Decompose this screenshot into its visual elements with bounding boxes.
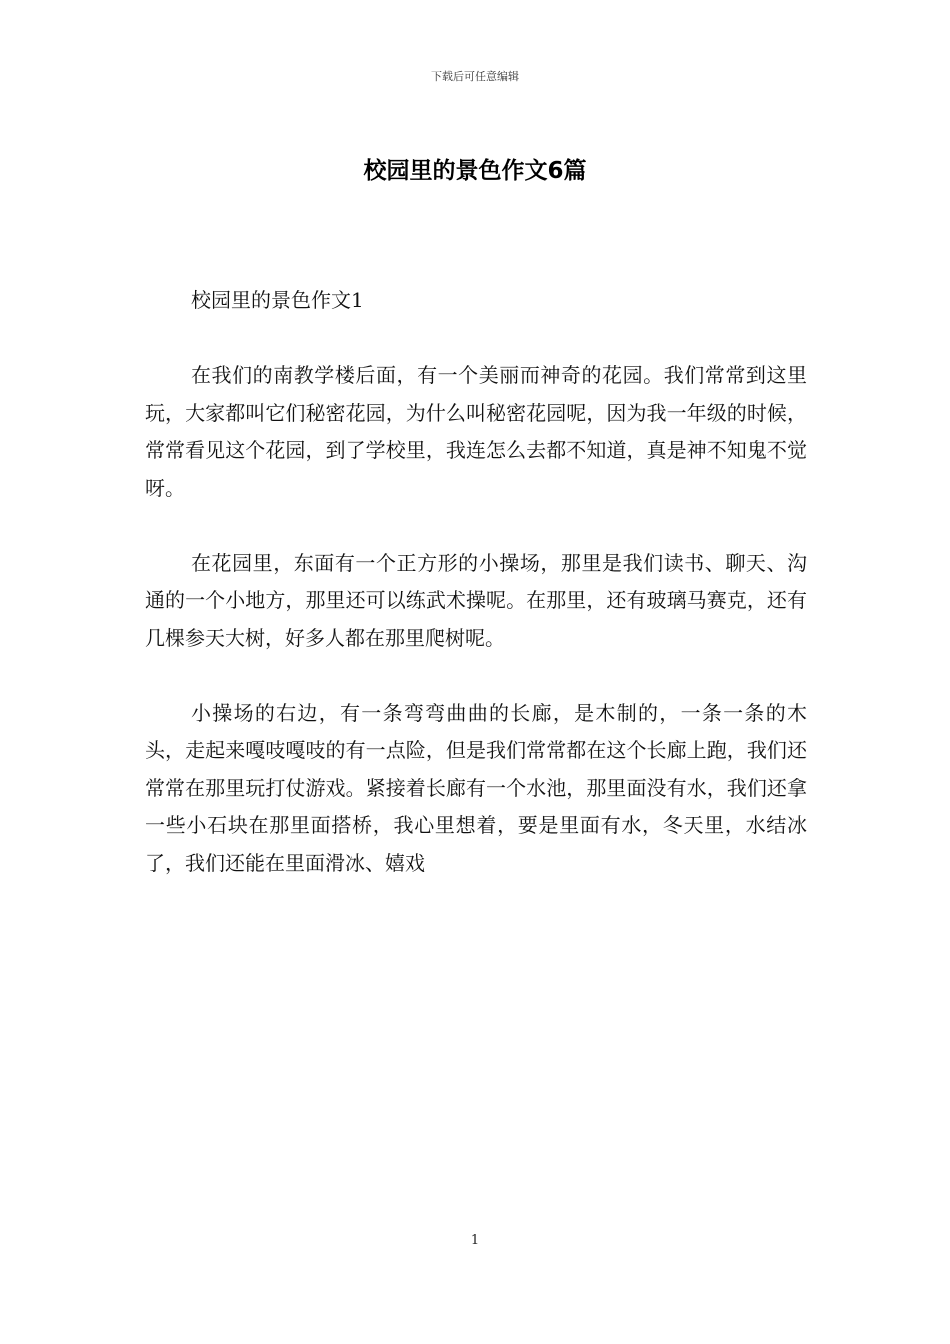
paragraph: 在我们的南教学楼后面，有一个美丽而神奇的花园。我们常常到这里玩，大家都叫它们秘密花园，为什么叫秘密花园呢，因为我一年级的时候，常常看见这个花园，到了学校里，我连怎么去都不知道，真是神不知鬼不觉呀。 <box>145 363 807 500</box>
paragraph: 在花园里，东面有一个正方形的小操场，那里是我们读书、聊天、沟通的一个小地方，那里还可以练武术操呢。在那里，还有玻璃马赛克，还有几棵参天大树，好多人都在那里爬树呢。 <box>145 550 807 650</box>
page-number: 1 <box>470 1233 480 1248</box>
header-note: 下载后可任意编辑 <box>431 70 519 83</box>
section-heading: 校园里的景色作文1 <box>191 288 364 312</box>
paragraph: 小操场的右边，有一条弯弯曲曲的长廊，是木制的，一条一条的木头，走起来嘎吱嘎吱的有一点险，但是我们常常都在这个长廊上跑，我们还常常在那里玩打仗游戏。紧接着长廊有一个水池，那里面没有水，我们还拿一些小石块在那里面搭桥，我心里想着，要是里面有水，冬天里，水结冰了，我们还能在里面滑冰、嬉戏 <box>145 700 807 875</box>
page-title: 校园里的景色作文6篇 <box>363 158 587 184</box>
document-body <box>145 282 807 882</box>
